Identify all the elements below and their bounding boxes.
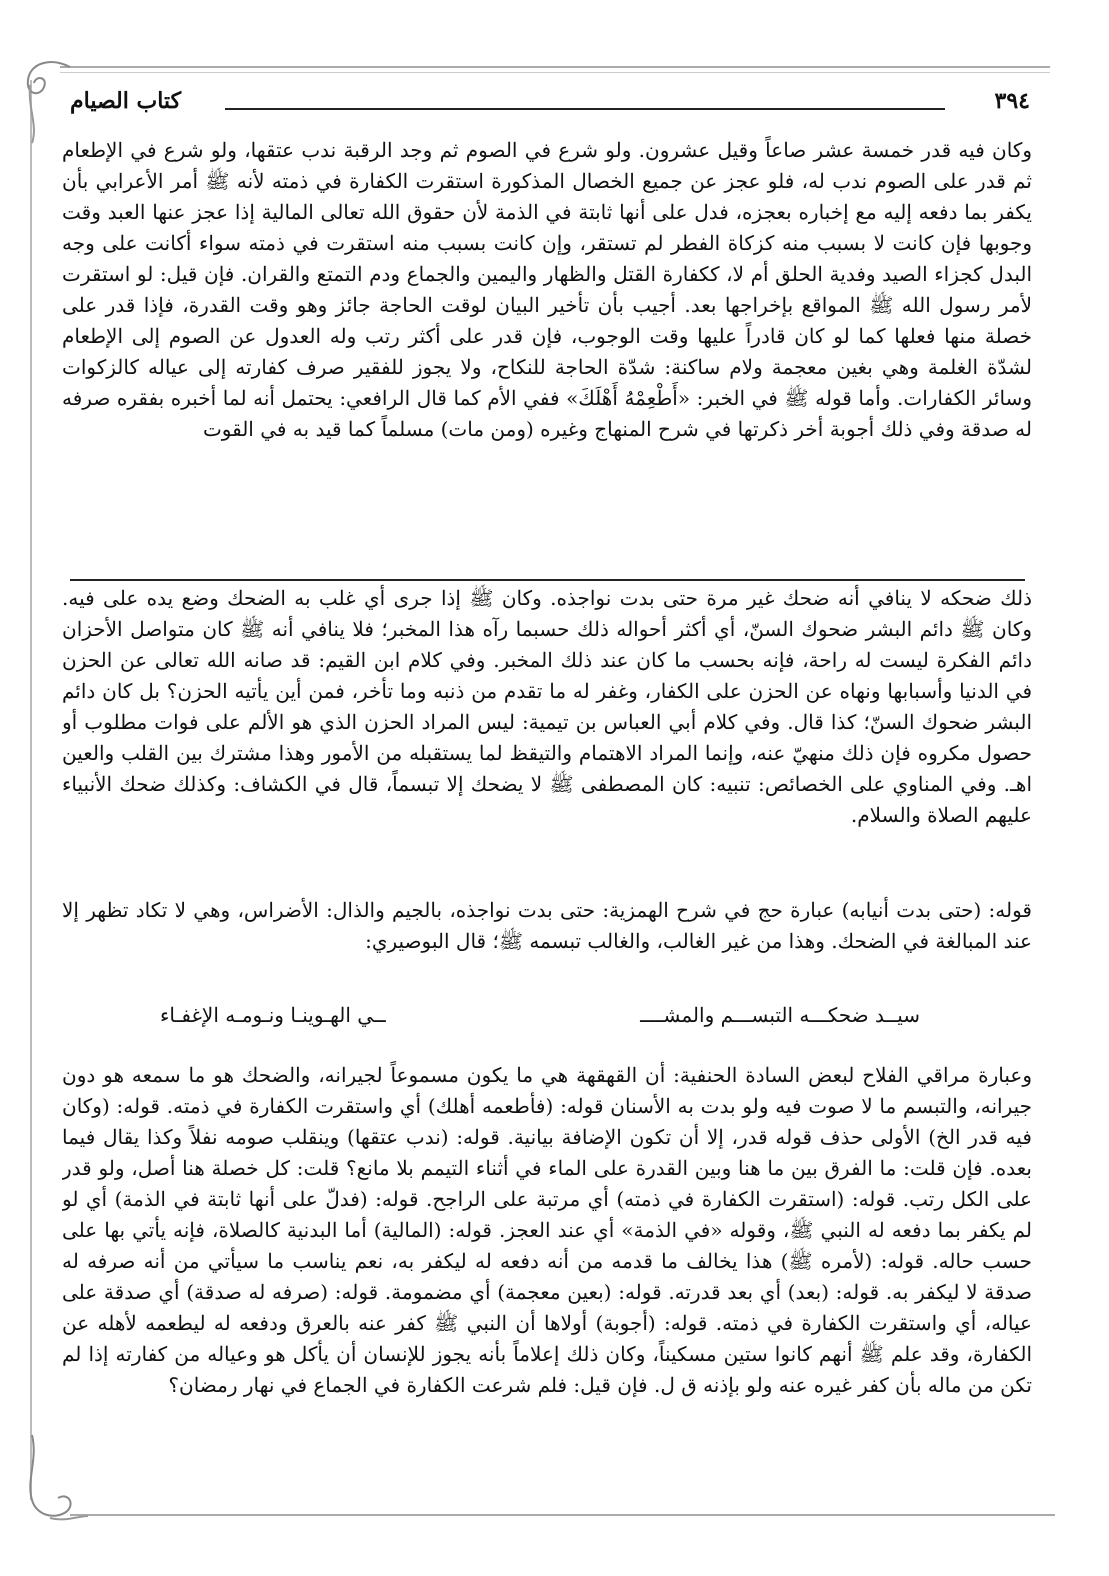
header-rule [225,108,945,110]
notes-text-block [62,583,1032,873]
page-frame-top-border-inner [60,72,1050,73]
poem-verse [160,1003,920,1037]
commentary-block-2 [62,1060,1032,1500]
page-header [70,88,1030,122]
commentary-block-1 [62,895,1032,975]
commentary-paragraph-2: وعبارة مراقي الفلاح لبعض السادة الحنفية: أن القهقهة هي ما يكون مسموعاً لجيرانه، والضحك هو ما سمعه هو دون جيرانه، والتبسم ما لا صوت فيه ولو بدت به الأسنان قوله: (فأطعمه أهلك) أي واستقرت الكفارة في ذمته. قوله: (وكان فيه قدر الخ) الأولى حذف قوله قدر، إلا أن تكون الإضافة بيانية. قوله: (ندب عتقها) وينقلب صومه نفلاً وكذا يقال فيما بعده. فإن قلت: ما الفرق بين ما هنا وبين القدرة على الماء في أثناء التيمم بلا مانع؟ قلت: كل خصلة هنا أصل، ولو قدر على الكل رتب. قوله: (استقرت الكفارة في ذمته) أي مرتبة على الراجح. قوله: (فدلّ على أنها ثابتة في الذمة) أي لو لم يكفر بما دفعه له النبي ﷺ، وقوله «في الذمة» أي عند العجز. قوله: (المالية) أما البدنية كالصلاة، فإنه يأتي بها على حسب حاله. قوله: (لأمره ﷺ) هذا يخالف ما قدمه من أنه دفعه له ليكفر به، نعم يناسب ما سيأتي من أنه صرفه له صدقة لا ليكفر به. قوله: (بعد) أي بعد قدرته. قوله: (بعين معجمة) أي مضمومة. قوله: (صرفه له صدقة) أي صدقة على عياله، أي واستقرت الكفارة في ذمته. قوله: (أجوبة) أولاها أن النبي ﷺ كفر عنه بالعرق ودفعه له ليطعمه لأهله عن الكفارة، وقد علم ﷺ أنهم كانوا ستين مسكيناً، وكان ذلك إعلاماً بأنه يجوز للإنسان أن يأكل هو وعياله من كفارته إذا لم تكن من ماله بأن كفر غيره عنه ولو بإذنه ق ل. فإن قيل: فلم شرعت الكفارة في الجماع في نهار رمضان؟ [62,1063,1032,1397]
commentary-paragraph-1: قوله: (حتى بدت أنيابه) عبارة حج في شرح الهمزية: حتى بدت نواجذه، بالجيم والذال: الأضراس، وهي لا تكاد تظهر إلا عند المبالغة في الضحك. وهذا من غير الغالب، والغالب تبسمه ﷺ؛ قال البوصيري: [62,898,1032,953]
verse-hemistich-right: سيــد ضحكـــه التبســـم والمشــــ [640,1003,920,1027]
notes-paragraph: ذلك ضحكه لا ينافي أنه ضحك غير مرة حتى بدت نواجذه. وكان ﷺ إذا جرى أي غلب به الضحك وضع يده على فيه. وكان ﷺ دائم البشر ضحوك السنّ، أي أكثر أحواله ذلك حسبما رآه هذا المخبر؛ فلا ينافي أنه ﷺ كان متواصل الأحزان دائم الفكرة ليست له راحة، فإنه بحسب ما كان عند ذلك المخبر. وفي كلام ابن القيم: قد صانه الله تعالى عن الحزن في الدنيا وأسبابها ونهاه عن الحزن على الكفار، وغفر له ما تقدم من ذنبه وما تأخر، فمن أين يأتيه الحزن؟ بل كان دائم البشر ضحوك السنّ؛ كذا قال. وفي كلام أبي العباس بن تيمية: ليس المراد الحزن الذي هو الألم على فوات مطلوب أو حصول مكروه فإن ذلك منهيّ عنه، وإنما المراد الاهتمام والتيقظ لما يستقبله من الأمور وهذا مشترك بين القلب والعين اهـ. وفي المناوي على الخصائص: تنبيه: كان المصطفى ﷺ لا يضحك إلا تبسماً، قال في الكشاف: وكذلك ضحك الأنبياء عليهم الصلاة والسلام. [62,586,1032,827]
main-text-block [62,135,1032,567]
page-frame-top-border [60,66,1050,68]
footnote-divider [70,579,1025,581]
page-frame-bottom-border [70,1514,1055,1516]
page-number: ٣٩٤ [994,88,1030,114]
verse-hemistich-left: ــي الهـوينـا ونـومـه الإغفـاء [160,1003,386,1027]
main-paragraph: وكان فيه قدر خمسة عشر صاعاً وقيل عشرون. ولو شرع في الصوم ثم وجد الرقبة ندب عتقها، ولو شرع في الإطعام ثم قدر على الصوم ندب له، فلو عجز عن جميع الخصال المذكورة استقرت الكفارة في ذمته لأنه ﷺ أمر الأعرابي بأن يكفر بما دفعه إليه مع إخباره بعجزه، فدل على أنها ثابتة في الذمة لأن حقوق الله تعالى المالية إذا عجز عنها العبد وقت وجوبها فإن كانت لا بسبب منه كزكاة الفطر لم تستقر، وإن كانت بسبب منه استقرت في ذمته سواء أكانت على وجه البدل كجزاء الصيد وفدية الحلق أم لا، ككفارة القتل والظهار واليمين والجماع ودم التمتع والقران. فإن قيل: لو استقرت لأمر رسول الله ﷺ المواقع بإخراجها بعد. أجيب بأن تأخير البيان لوقت الحاجة جائز وهو وقت القدرة، فإذا قدر على خصلة منها فعلها كما لو كان قادراً عليها وقت الوجوب، فإن قدر على أكثر رتب وله العدول عن الصوم إلى الإطعام لشدّة الغلمة وهي بغين معجمة ولام ساكنة: شدّة الحاجة للنكاح، ولا يجوز للفقير صرف كفارته إلى عياله كالزكوات وسائر الكفارات. وأما قوله ﷺ في الخبر: «أَطْعِمْهُ أَهْلَكَ» ففي الأم كما قال الرافعي: يحتمل أنه لما أخبره بفقره صرفه له صدقة وفي ذلك أجوبة أخر ذكرتها في شرح المنهاج وغيره (ومن مات) مسلماً كما قيد به في القوت [62,138,1032,441]
chapter-title: كتاب الصيام [70,88,182,114]
page-frame-left-border [30,80,32,1500]
